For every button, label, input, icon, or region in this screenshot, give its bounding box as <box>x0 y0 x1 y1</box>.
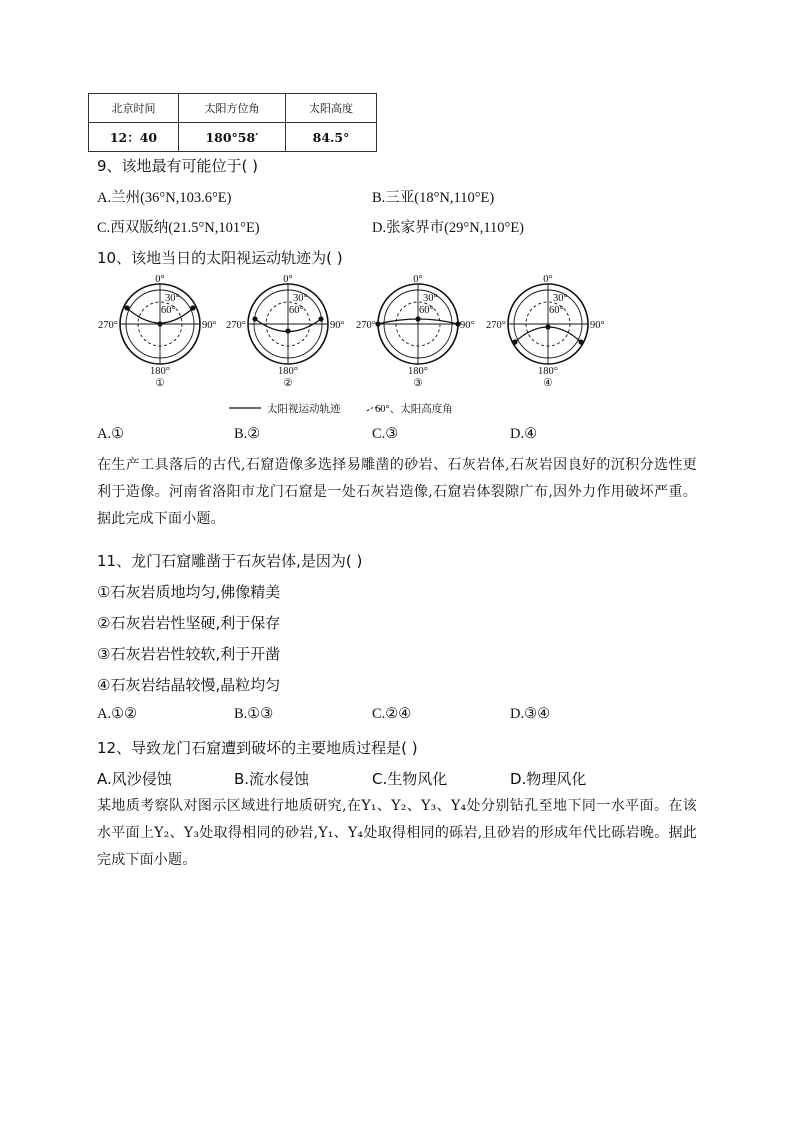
q11-option-c[interactable]: C.②④ <box>372 706 412 722</box>
passage-longmen: 在生产工具落后的古代,石窟造像多选择易雕凿的砂岩、石灰岩体,石灰岩因良好的沉积分选性更利于造像。河南省洛阳市龙门石窟是一处石灰岩造像,石窟岩体裂隙广布,因外力作用破坏严重。据此完成下面小题。 <box>97 457 697 527</box>
table-header-row <box>89 94 377 123</box>
d2-number: ② <box>283 378 293 389</box>
cell-beijing-time: 12：40 <box>89 123 179 152</box>
d4-right-label: 90° <box>590 320 605 331</box>
diagram-3 <box>375 284 460 364</box>
q11-statement-4: ④石灰岩结晶较慢,晶粒均匀 <box>97 676 281 694</box>
q12-option-a[interactable]: A.风沙侵蚀 <box>97 770 172 788</box>
d1-inner2-label: 60° <box>161 305 176 316</box>
d1-right-label: 90° <box>202 320 217 331</box>
passage-geology: 某地质考察队对图示区域进行地质研究,在Y₁、Y₂、Y₃、Y₄处分别钻孔至地下同一水平面。在该水平面上Y₂、Y₃处取得相同的砂岩,Y₁、Y₄处取得相同的砾岩,且砂岩的形成年代比砾岩晚。据此完成下面小题。 <box>97 798 697 868</box>
d1-left-label: 270° <box>98 320 118 331</box>
d2-right-label: 90° <box>330 320 345 331</box>
q11-option-d[interactable]: D.③④ <box>510 706 551 722</box>
diagram-1 <box>120 284 200 364</box>
d4-bottom-label: 180° <box>538 366 558 377</box>
d4-left-label: 270° <box>486 320 506 331</box>
q11-statement-2: ②石灰岩岩性坚硬,利于保存 <box>97 614 281 632</box>
d3-number: ③ <box>413 378 423 389</box>
q10-option-a[interactable]: A.① <box>97 426 125 442</box>
d3-left-label: 270° <box>356 320 376 331</box>
d3-top-label: 0° <box>413 274 423 285</box>
q12-option-d[interactable]: D.物理风化 <box>510 770 587 788</box>
q10-stem: 10、该地当日的太阳视运动轨迹为( ) <box>97 249 343 267</box>
d4-inner1-label: 30° <box>553 293 568 304</box>
d1-number: ① <box>155 378 165 389</box>
d3-bottom-label: 180° <box>408 366 428 377</box>
header-solar-altitude: 太阳高度 <box>286 94 377 123</box>
cell-solar-altitude: 84.5° <box>286 123 377 152</box>
d4-inner2-label: 60° <box>549 305 564 316</box>
legend-altitude: 60°、太阳高度角 <box>375 404 453 415</box>
d2-inner2-label: 60° <box>289 305 304 316</box>
sun-data-table <box>88 93 377 152</box>
cell-solar-azimuth: 180°58′ <box>179 123 286 152</box>
table-row <box>89 123 377 152</box>
d1-bottom-label: 180° <box>150 366 170 377</box>
q9-option-d[interactable]: D.张家界市(29°N,110°E) <box>372 220 525 236</box>
d3-right-label: 90° <box>460 320 475 331</box>
q9-option-c[interactable]: C.西双版纳(21.5°N,101°E) <box>97 220 260 236</box>
d2-inner1-label: 30° <box>293 293 308 304</box>
q9-stem: 9、该地最有可能位于( ) <box>97 157 259 175</box>
d2-bottom-label: 180° <box>278 366 298 377</box>
header-beijing-time: 北京时间 <box>89 94 179 123</box>
diagram-2 <box>248 284 328 364</box>
q9-option-a[interactable]: A.兰州(36°N,103.6°E) <box>97 190 232 206</box>
q12-option-b[interactable]: B.流水侵蚀 <box>234 770 310 788</box>
d2-top-label: 0° <box>283 274 293 285</box>
d3-inner2-label: 60° <box>419 305 434 316</box>
q10-option-d[interactable]: D.④ <box>510 426 538 442</box>
d1-inner1-label: 30° <box>165 293 180 304</box>
q10-option-c[interactable]: C.③ <box>372 426 399 442</box>
q10-option-b[interactable]: B.② <box>234 426 261 442</box>
diagram-legend <box>229 402 453 415</box>
d3-inner1-label: 30° <box>423 293 438 304</box>
q12-option-c[interactable]: C.生物风化 <box>372 770 448 788</box>
d4-number: ④ <box>543 378 553 389</box>
sun-path-diagrams <box>98 272 615 420</box>
legend-sun-path: 太阳视运动轨迹 <box>267 404 341 415</box>
q11-option-a[interactable]: A.①② <box>97 706 138 722</box>
d4-top-label: 0° <box>543 274 553 285</box>
q11-statement-1: ①石灰岩质地均匀,佛像精美 <box>97 583 281 601</box>
header-solar-azimuth: 太阳方位角 <box>179 94 286 123</box>
q9-option-b[interactable]: B.三亚(18°N,110°E) <box>372 190 495 206</box>
q12-stem: 12、导致龙门石窟遭到破坏的主要地质过程是( ) <box>97 739 418 757</box>
q11-stem: 11、龙门石窟雕凿于石灰岩体,是因为( ) <box>97 552 363 570</box>
diagram-4 <box>508 284 588 364</box>
q11-option-b[interactable]: B.①③ <box>234 706 274 722</box>
d2-left-label: 270° <box>226 320 246 331</box>
q11-statement-3: ③石灰岩岩性较软,利于开凿 <box>97 645 281 663</box>
d1-top-label: 0° <box>155 274 165 285</box>
